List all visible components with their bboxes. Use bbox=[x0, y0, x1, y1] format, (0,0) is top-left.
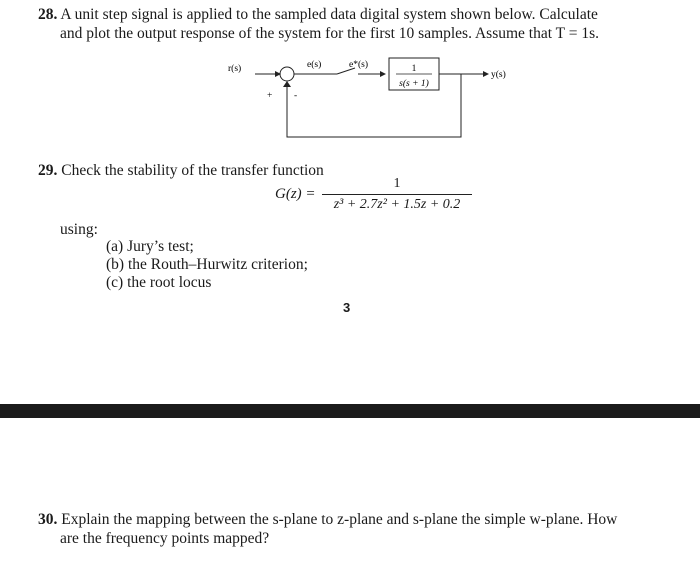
plant-denominator: s(s + 1) bbox=[399, 79, 429, 89]
page-number: 3 bbox=[343, 300, 351, 315]
label-estar: e*(s) bbox=[349, 60, 368, 70]
question-30-line1: Explain the mapping between the s-plane to z-plane and s-plane the simple w-plane. How bbox=[61, 511, 618, 528]
sign-minus: - bbox=[294, 91, 298, 101]
question-28-line2: and plot the output response of the system for the first 10 samples. Assume that T = 1s. bbox=[60, 25, 599, 42]
plant-numerator: 1 bbox=[411, 64, 417, 74]
question-29-text: Check the stability of the transfer function bbox=[61, 162, 324, 179]
transfer-function-numerator: 1 bbox=[393, 176, 401, 191]
label-y: y(s) bbox=[491, 70, 506, 80]
transfer-function-fraction bbox=[322, 176, 472, 213]
transfer-function-lhs: G(z) = bbox=[275, 186, 316, 202]
feedback-path bbox=[287, 74, 461, 137]
question-29-number: 29. bbox=[38, 162, 58, 179]
using-label: using: bbox=[60, 221, 98, 238]
option-routh-hurwitz: (b) the Routh–Hurwitz criterion; bbox=[106, 256, 308, 273]
label-e: e(s) bbox=[307, 60, 322, 70]
feedback-arrowhead bbox=[283, 81, 291, 87]
question-30-number: 30. bbox=[38, 511, 58, 528]
method-options bbox=[106, 238, 308, 292]
question-28-line1: A unit step signal is applied to the sampled data digital system shown below. Calculate bbox=[60, 6, 598, 23]
question-28 bbox=[38, 5, 678, 43]
question-30-line2: are the frequency points mapped? bbox=[60, 530, 270, 547]
block-diagram bbox=[225, 55, 545, 145]
label-r: r(s) bbox=[228, 64, 242, 74]
question-28-number: 28. bbox=[38, 6, 58, 23]
option-jury: (a) Jury’s test; bbox=[106, 238, 194, 255]
summing-junction bbox=[280, 67, 294, 81]
question-29 bbox=[38, 161, 324, 180]
fraction-bar bbox=[322, 194, 472, 195]
sign-plus: + bbox=[267, 91, 273, 101]
question-30 bbox=[38, 510, 688, 548]
option-root-locus: (c) the root locus bbox=[106, 274, 212, 291]
transfer-function-denominator: z³ + 2.7z² + 1.5z + 0.2 bbox=[333, 197, 461, 212]
page-divider bbox=[0, 404, 700, 418]
